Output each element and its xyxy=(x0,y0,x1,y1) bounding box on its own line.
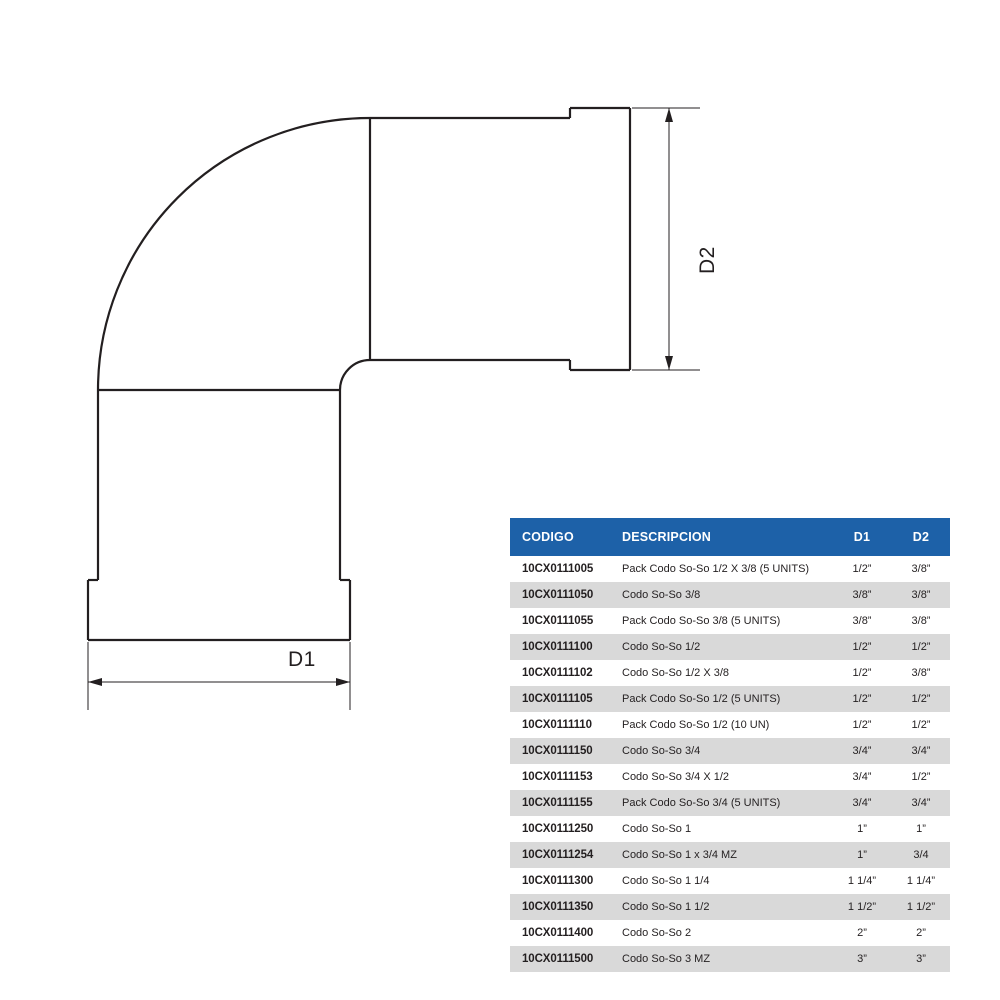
cell-d2: 3/8” xyxy=(892,608,950,634)
cell-d2: 3/8” xyxy=(892,582,950,608)
table-row xyxy=(510,920,950,946)
cell-code: 10CX0111153 xyxy=(510,764,610,790)
cell-d2: 3/4 xyxy=(892,842,950,868)
product-spec-table xyxy=(510,518,950,972)
column-header-d2: D2 xyxy=(892,518,950,556)
cell-description: Codo So-So 1 x 3/4 MZ xyxy=(610,842,832,868)
table-row xyxy=(510,608,950,634)
cell-d2: 1 1/4” xyxy=(892,868,950,894)
column-header-d1: D1 xyxy=(832,518,892,556)
cell-d2: 1” xyxy=(892,816,950,842)
table-row xyxy=(510,556,950,582)
column-header-code: CODIGO xyxy=(510,518,610,556)
cell-d1: 1” xyxy=(832,842,892,868)
cell-d1: 1 1/4” xyxy=(832,868,892,894)
cell-d1: 1/2” xyxy=(832,660,892,686)
cell-code: 10CX0111155 xyxy=(510,790,610,816)
cell-description: Pack Codo So-So 1/2 (5 UNITS) xyxy=(610,686,832,712)
cell-d1: 1/2” xyxy=(832,556,892,582)
cell-d2: 3/8” xyxy=(892,660,950,686)
table-row xyxy=(510,842,950,868)
cell-d1: 1/2” xyxy=(832,634,892,660)
cell-code: 10CX0111400 xyxy=(510,920,610,946)
cell-d2: 2” xyxy=(892,920,950,946)
dimension-label-d1: D1 xyxy=(288,648,316,671)
cell-d2: 1/2” xyxy=(892,686,950,712)
cell-description: Codo So-So 3/4 xyxy=(610,738,832,764)
cell-d1: 1/2” xyxy=(832,686,892,712)
table-row xyxy=(510,660,950,686)
cell-description: Codo So-So 3 MZ xyxy=(610,946,832,972)
cell-description: Codo So-So 3/4 X 1/2 xyxy=(610,764,832,790)
cell-d1: 3/8” xyxy=(832,582,892,608)
cell-code: 10CX0111300 xyxy=(510,868,610,894)
cell-d2: 1/2” xyxy=(892,634,950,660)
table-row xyxy=(510,946,950,972)
cell-code: 10CX0111102 xyxy=(510,660,610,686)
table-row xyxy=(510,738,950,764)
cell-description: Pack Codo So-So 1/2 X 3/8 (5 UNITS) xyxy=(610,556,832,582)
dimension-label-d2: D2 xyxy=(696,246,719,274)
cell-d1: 3/4” xyxy=(832,738,892,764)
column-header-description: DESCRIPCION xyxy=(610,518,832,556)
cell-description: Codo So-So 1 xyxy=(610,816,832,842)
table-row xyxy=(510,790,950,816)
cell-description: Pack Codo So-So 3/4 (5 UNITS) xyxy=(610,790,832,816)
table-row xyxy=(510,686,950,712)
cell-description: Codo So-So 1/2 X 3/8 xyxy=(610,660,832,686)
cell-d2: 3/4” xyxy=(892,738,950,764)
cell-d1: 1/2” xyxy=(832,712,892,738)
cell-d1: 3/8” xyxy=(832,608,892,634)
cell-code: 10CX0111250 xyxy=(510,816,610,842)
cell-description: Pack Codo So-So 3/8 (5 UNITS) xyxy=(610,608,832,634)
cell-code: 10CX0111050 xyxy=(510,582,610,608)
cell-d1: 3” xyxy=(832,946,892,972)
cell-code: 10CX0111055 xyxy=(510,608,610,634)
cell-code: 10CX0111005 xyxy=(510,556,610,582)
cell-d1: 1” xyxy=(832,816,892,842)
cell-description: Pack Codo So-So 1/2 (10 UN) xyxy=(610,712,832,738)
cell-d1: 2” xyxy=(832,920,892,946)
table-header-row xyxy=(510,518,950,556)
cell-code: 10CX0111100 xyxy=(510,634,610,660)
cell-d2: 3/4” xyxy=(892,790,950,816)
cell-d2: 1/2” xyxy=(892,764,950,790)
cell-description: Codo So-So 1 1/4 xyxy=(610,868,832,894)
cell-d1: 3/4” xyxy=(832,764,892,790)
table-row xyxy=(510,634,950,660)
table-row xyxy=(510,764,950,790)
cell-description: Codo So-So 3/8 xyxy=(610,582,832,608)
table-row xyxy=(510,582,950,608)
cell-code: 10CX0111350 xyxy=(510,894,610,920)
table-row xyxy=(510,712,950,738)
cell-code: 10CX0111254 xyxy=(510,842,610,868)
cell-d2: 3” xyxy=(892,946,950,972)
table-row xyxy=(510,868,950,894)
cell-d2: 1 1/2” xyxy=(892,894,950,920)
cell-code: 10CX0111110 xyxy=(510,712,610,738)
cell-description: Codo So-So 1/2 xyxy=(610,634,832,660)
table-row xyxy=(510,894,950,920)
cell-code: 10CX0111105 xyxy=(510,686,610,712)
cell-code: 10CX0111150 xyxy=(510,738,610,764)
cell-d1: 3/4” xyxy=(832,790,892,816)
cell-d2: 1/2” xyxy=(892,712,950,738)
cell-d2: 3/8” xyxy=(892,556,950,582)
cell-description: Codo So-So 2 xyxy=(610,920,832,946)
table-row xyxy=(510,816,950,842)
cell-code: 10CX0111500 xyxy=(510,946,610,972)
cell-description: Codo So-So 1 1/2 xyxy=(610,894,832,920)
cell-d1: 1 1/2” xyxy=(832,894,892,920)
